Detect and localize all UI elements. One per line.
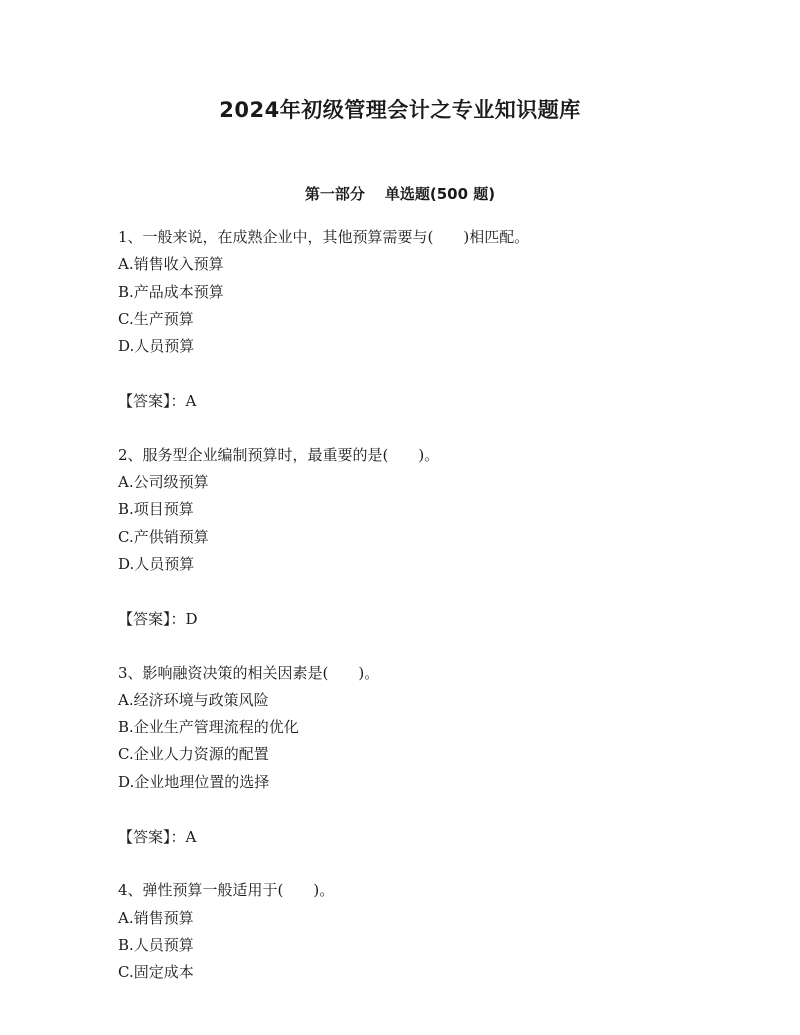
option-d: D.人员预算 [118, 337, 195, 356]
question-1 [118, 224, 718, 416]
option-d: D.企业地理位置的选择 [118, 772, 270, 791]
answer-line: 【答案】：A [118, 828, 197, 847]
answer-line: 【答案】：D [118, 610, 198, 629]
document-title: 2024年初级管理会计之专业知识题库 [219, 98, 581, 122]
question-stem: 4、弹性预算一般适用于( )。 [118, 881, 335, 900]
option-c: C.固定成本 [118, 963, 194, 982]
question-3 [118, 660, 718, 852]
section-part: 第一部分 [304, 185, 365, 203]
option-b: B.产品成本预算 [118, 282, 224, 301]
question-2 [118, 442, 718, 634]
section-name: 单选题(500 题) [384, 185, 496, 203]
option-c: C.生产预算 [118, 309, 194, 328]
answer-line: 【答案】：A [118, 392, 197, 411]
option-b: B.企业生产管理流程的优化 [118, 718, 299, 737]
option-b: B.人员预算 [118, 935, 194, 954]
question-stem: 1、一般来说，在成熟企业中，其他预算需要与( )相匹配。 [118, 228, 530, 246]
question-4 [118, 877, 718, 986]
option-d: D.人员预算 [118, 554, 195, 573]
option-a: A.公司级预算 [118, 473, 209, 492]
option-a: A.经济环境与政策风险 [118, 690, 269, 709]
section-heading [0, 183, 800, 204]
option-b: B.项目预算 [118, 500, 194, 519]
option-c: C.企业人力资源的配置 [118, 745, 269, 764]
option-a: A.销售预算 [118, 908, 194, 927]
question-stem: 3、影响融资决策的相关因素是( )。 [118, 663, 380, 682]
question-stem: 2、服务型企业编制预算时，最重要的是( )。 [118, 445, 440, 464]
question-list [118, 224, 718, 1013]
option-c: C.产供销预算 [118, 527, 209, 546]
option-a: A.销售收入预算 [118, 255, 224, 274]
